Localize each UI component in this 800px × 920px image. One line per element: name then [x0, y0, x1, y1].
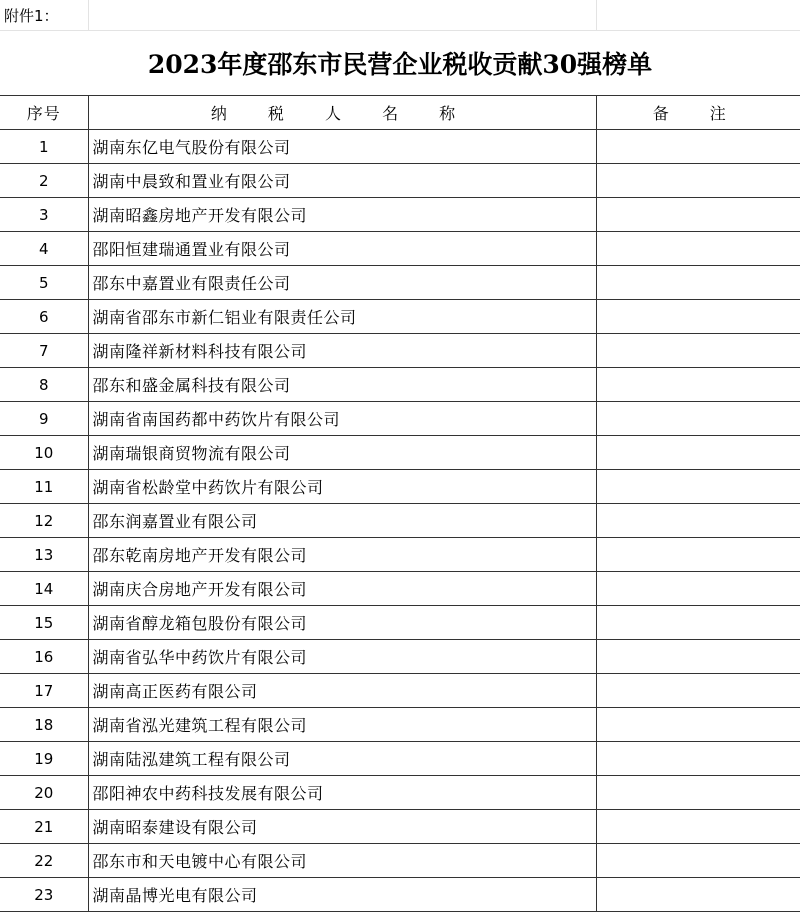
table-row: [0, 708, 800, 742]
row-company-name: 邵东中嘉置业有限责任公司: [88, 266, 596, 300]
row-company-name: 邵东乾南房地产开发有限公司: [88, 538, 596, 572]
row-company-name: 邵阳神农中药科技发展有限公司: [88, 776, 596, 810]
row-remark: [596, 130, 800, 164]
row-company-name: 湖南省泓光建筑工程有限公司: [88, 708, 596, 742]
empty-cell: [88, 0, 596, 31]
table-row: [0, 402, 800, 436]
attachment-label: 附件1：: [0, 0, 88, 31]
row-remark: [596, 504, 800, 538]
table-row: [0, 776, 800, 810]
row-remark: [596, 878, 800, 912]
row-remark: [596, 436, 800, 470]
row-company-name: 湖南省醇龙箱包股份有限公司: [88, 606, 596, 640]
row-remark: [596, 674, 800, 708]
row-company-name: 湖南陆泓建筑工程有限公司: [88, 742, 596, 776]
row-seq: 10: [0, 436, 88, 470]
row-remark: [596, 470, 800, 504]
header-seq: 序号: [0, 96, 88, 130]
row-remark: [596, 640, 800, 674]
title-row: [0, 31, 800, 96]
row-seq: 20: [0, 776, 88, 810]
table-row: [0, 810, 800, 844]
row-remark: [596, 538, 800, 572]
row-remark: [596, 606, 800, 640]
row-company-name: 湖南昭鑫房地产开发有限公司: [88, 198, 596, 232]
table-row: [0, 742, 800, 776]
page-title: 2023年度邵东市民营企业税收贡献30强榜单: [0, 31, 800, 96]
row-seq: 15: [0, 606, 88, 640]
row-seq: 12: [0, 504, 88, 538]
row-company-name: 湖南省松龄堂中药饮片有限公司: [88, 470, 596, 504]
header-remark: 备 注: [596, 96, 800, 130]
attachment-row: [0, 0, 800, 31]
row-company-name: 邵东润嘉置业有限公司: [88, 504, 596, 538]
row-seq: 6: [0, 300, 88, 334]
row-remark: [596, 742, 800, 776]
header-name: 纳 税 人 名 称: [88, 96, 596, 130]
table-row: [0, 504, 800, 538]
table-row: [0, 640, 800, 674]
row-seq: 16: [0, 640, 88, 674]
row-seq: 23: [0, 878, 88, 912]
row-company-name: 邵阳恒建瑞通置业有限公司: [88, 232, 596, 266]
table-row: [0, 368, 800, 402]
row-seq: 13: [0, 538, 88, 572]
row-company-name: 湖南昭泰建设有限公司: [88, 810, 596, 844]
row-company-name: 湖南瑞银商贸物流有限公司: [88, 436, 596, 470]
table-row: [0, 436, 800, 470]
row-remark: [596, 164, 800, 198]
row-remark: [596, 810, 800, 844]
row-company-name: 湖南隆祥新材料科技有限公司: [88, 334, 596, 368]
row-remark: [596, 368, 800, 402]
row-seq: 8: [0, 368, 88, 402]
row-remark: [596, 334, 800, 368]
table-row: [0, 300, 800, 334]
row-seq: 21: [0, 810, 88, 844]
row-company-name: 邵东和盛金属科技有限公司: [88, 368, 596, 402]
table-row: [0, 164, 800, 198]
row-remark: [596, 198, 800, 232]
row-company-name: 湖南省邵东市新仁铝业有限责任公司: [88, 300, 596, 334]
row-remark: [596, 572, 800, 606]
row-seq: 17: [0, 674, 88, 708]
header-row: [0, 96, 800, 130]
table-row: [0, 606, 800, 640]
table-row: [0, 266, 800, 300]
row-seq: 3: [0, 198, 88, 232]
row-company-name: 湖南庆合房地产开发有限公司: [88, 572, 596, 606]
table-row: [0, 130, 800, 164]
table-row: [0, 572, 800, 606]
row-company-name: 湖南晶博光电有限公司: [88, 878, 596, 912]
table-row: [0, 470, 800, 504]
row-seq: 2: [0, 164, 88, 198]
row-remark: [596, 266, 800, 300]
table-row: [0, 538, 800, 572]
row-seq: 19: [0, 742, 88, 776]
row-remark: [596, 232, 800, 266]
table-row: [0, 844, 800, 878]
row-remark: [596, 708, 800, 742]
row-remark: [596, 844, 800, 878]
row-remark: [596, 776, 800, 810]
row-company-name: 湖南中晨致和置业有限公司: [88, 164, 596, 198]
row-company-name: 湖南东亿电气股份有限公司: [88, 130, 596, 164]
row-company-name: 湖南省弘华中药饮片有限公司: [88, 640, 596, 674]
table-row: [0, 878, 800, 912]
row-seq: 22: [0, 844, 88, 878]
row-seq: 4: [0, 232, 88, 266]
empty-cell: [596, 0, 800, 31]
table-row: [0, 334, 800, 368]
row-seq: 14: [0, 572, 88, 606]
table-row: [0, 198, 800, 232]
row-seq: 18: [0, 708, 88, 742]
table-row: [0, 674, 800, 708]
row-remark: [596, 402, 800, 436]
row-company-name: 湖南高正医药有限公司: [88, 674, 596, 708]
table-row: [0, 232, 800, 266]
row-company-name: 湖南省南国药都中药饮片有限公司: [88, 402, 596, 436]
row-remark: [596, 300, 800, 334]
row-seq: 11: [0, 470, 88, 504]
row-seq: 7: [0, 334, 88, 368]
row-seq: 9: [0, 402, 88, 436]
row-company-name: 邵东市和天电镀中心有限公司: [88, 844, 596, 878]
row-seq: 5: [0, 266, 88, 300]
row-seq: 1: [0, 130, 88, 164]
